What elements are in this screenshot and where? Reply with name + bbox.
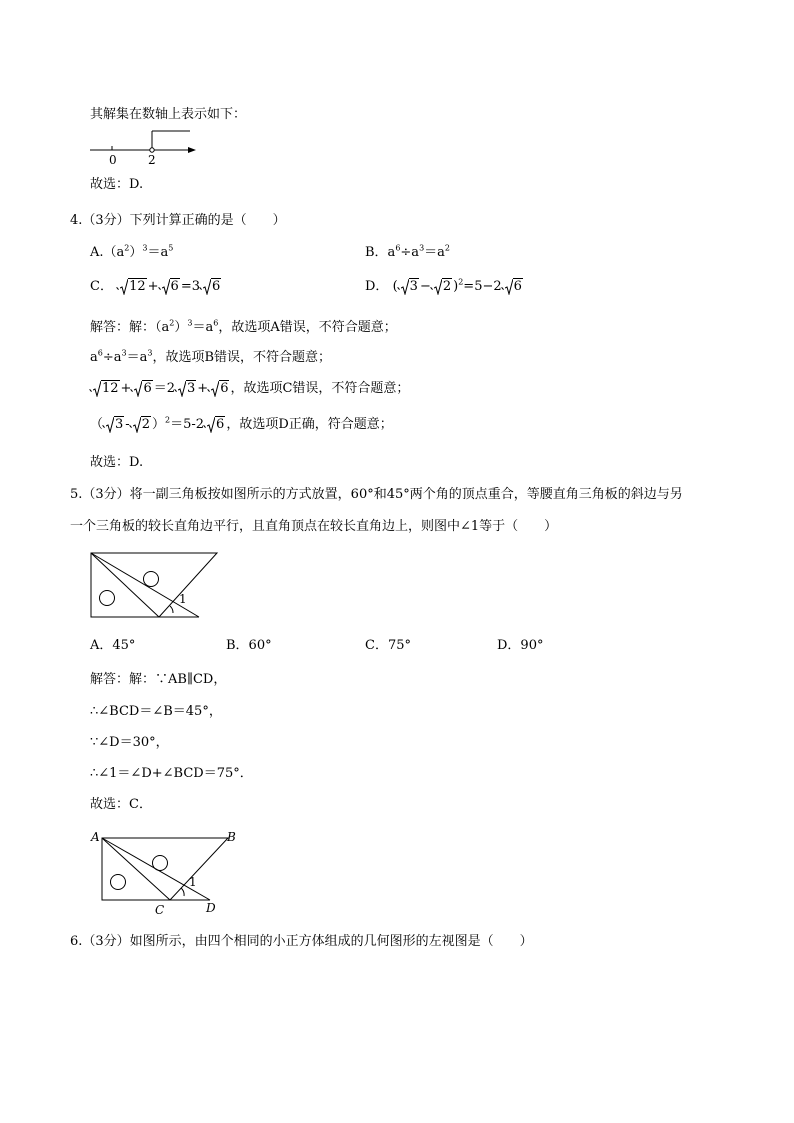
sqrt-symbol: 2 xyxy=(431,278,452,296)
angle-1-label: 1 xyxy=(189,875,197,889)
sqrt-symbol: 6 xyxy=(200,278,221,296)
q4-solution-line-3: 12 + 6 ＝2 3 + 6 ，故选项C错误，不符合题意； xyxy=(90,380,409,398)
q5-solution-line-2: ∴∠BCD＝∠B＝45°， xyxy=(90,704,222,719)
point-b-label: B xyxy=(227,830,236,844)
point-d-label: D xyxy=(206,901,216,915)
sqrt-symbol: 3 xyxy=(398,278,419,296)
q5-option-d: D．90° xyxy=(497,638,544,653)
q5-solution-line-3: ∵∠D＝30°， xyxy=(90,735,169,750)
q4-option-c: C． 12 + 6 =3 6 xyxy=(90,279,221,294)
triangle-boards-labeled-figure xyxy=(88,826,248,918)
point-c-label: C xyxy=(155,903,165,917)
point-a-label: A xyxy=(91,830,100,844)
answer-q3: 故选：D. xyxy=(90,177,144,192)
q5-option-b: B．60° xyxy=(226,638,272,653)
sqrt-symbol: 6 xyxy=(208,380,229,398)
sqrt-symbol: 6 xyxy=(502,278,523,296)
sqrt-symbol: 3 xyxy=(103,416,124,434)
q4-option-b: B．$a^6\div a^3=a^2$ xyxy=(365,243,451,260)
q4-stem: 4.（3分）下列计算正确的是（ ） xyxy=(70,213,286,228)
sqrt-symbol: 3 xyxy=(175,380,196,398)
sqrt-symbol: 12 xyxy=(90,380,120,398)
tick-two-label: 2 xyxy=(148,153,156,167)
q4-solution-line-2: $a^6\div a^3=a^3$，故选项B错误，不符合题意； xyxy=(90,348,332,365)
sqrt-symbol: 6 xyxy=(159,278,180,296)
intro-text: 其解集在数轴上表示如下： xyxy=(90,107,247,122)
q5-solution-line-1: 解答：解：∵AB∥CD， xyxy=(90,672,227,687)
number-line-figure xyxy=(88,128,208,170)
q4-option-a: $A.(a^2)^3=a^5$ xyxy=(90,243,174,260)
sqrt-symbol: 6 xyxy=(204,416,225,434)
q4-solution-line-4: （ 3 - 2 ）$^2$＝5-2 6 ，故选项D正确，符合题意； xyxy=(90,415,393,432)
q4-option-d: D． ( 3 − 2 )$^2$=5−2 6 xyxy=(365,277,522,294)
angle-1-label: 1 xyxy=(179,592,187,606)
sqrt-symbol: 12 xyxy=(117,278,147,296)
q5-stem-line-1: 5.（3分）将一副三角板按如图所示的方式放置，60°和45°两个角的顶点重合，等腰直角三角板的斜边与另 xyxy=(70,487,683,502)
q5-answer: 故选：C． xyxy=(90,797,152,812)
sqrt-symbol: 2 xyxy=(130,416,151,434)
q5-option-c: C．75° xyxy=(365,638,411,653)
q6-stem: 6.（3分）如图所示，由四个相同的小正方体组成的几何图形的左视图是（ ） xyxy=(70,934,533,949)
q5-stem-line-2: 一个三角板的较长直角边平行，且直角顶点在较长直角边上，则图中∠1等于（ ） xyxy=(70,519,558,534)
q5-solution-line-4: ∴∠1＝∠D+∠BCD＝75°． xyxy=(90,766,253,781)
triangle-boards-figure xyxy=(88,550,222,622)
q5-option-a: A．45° xyxy=(90,638,136,653)
sqrt-symbol: 6 xyxy=(131,380,152,398)
tick-zero-label: 0 xyxy=(109,153,117,167)
q4-solution-line-1: 解答：解：$(a^2)^3=a^6$，故选项A错误，不符合题意； xyxy=(90,318,397,335)
q4-answer: 故选：D. xyxy=(90,455,144,470)
